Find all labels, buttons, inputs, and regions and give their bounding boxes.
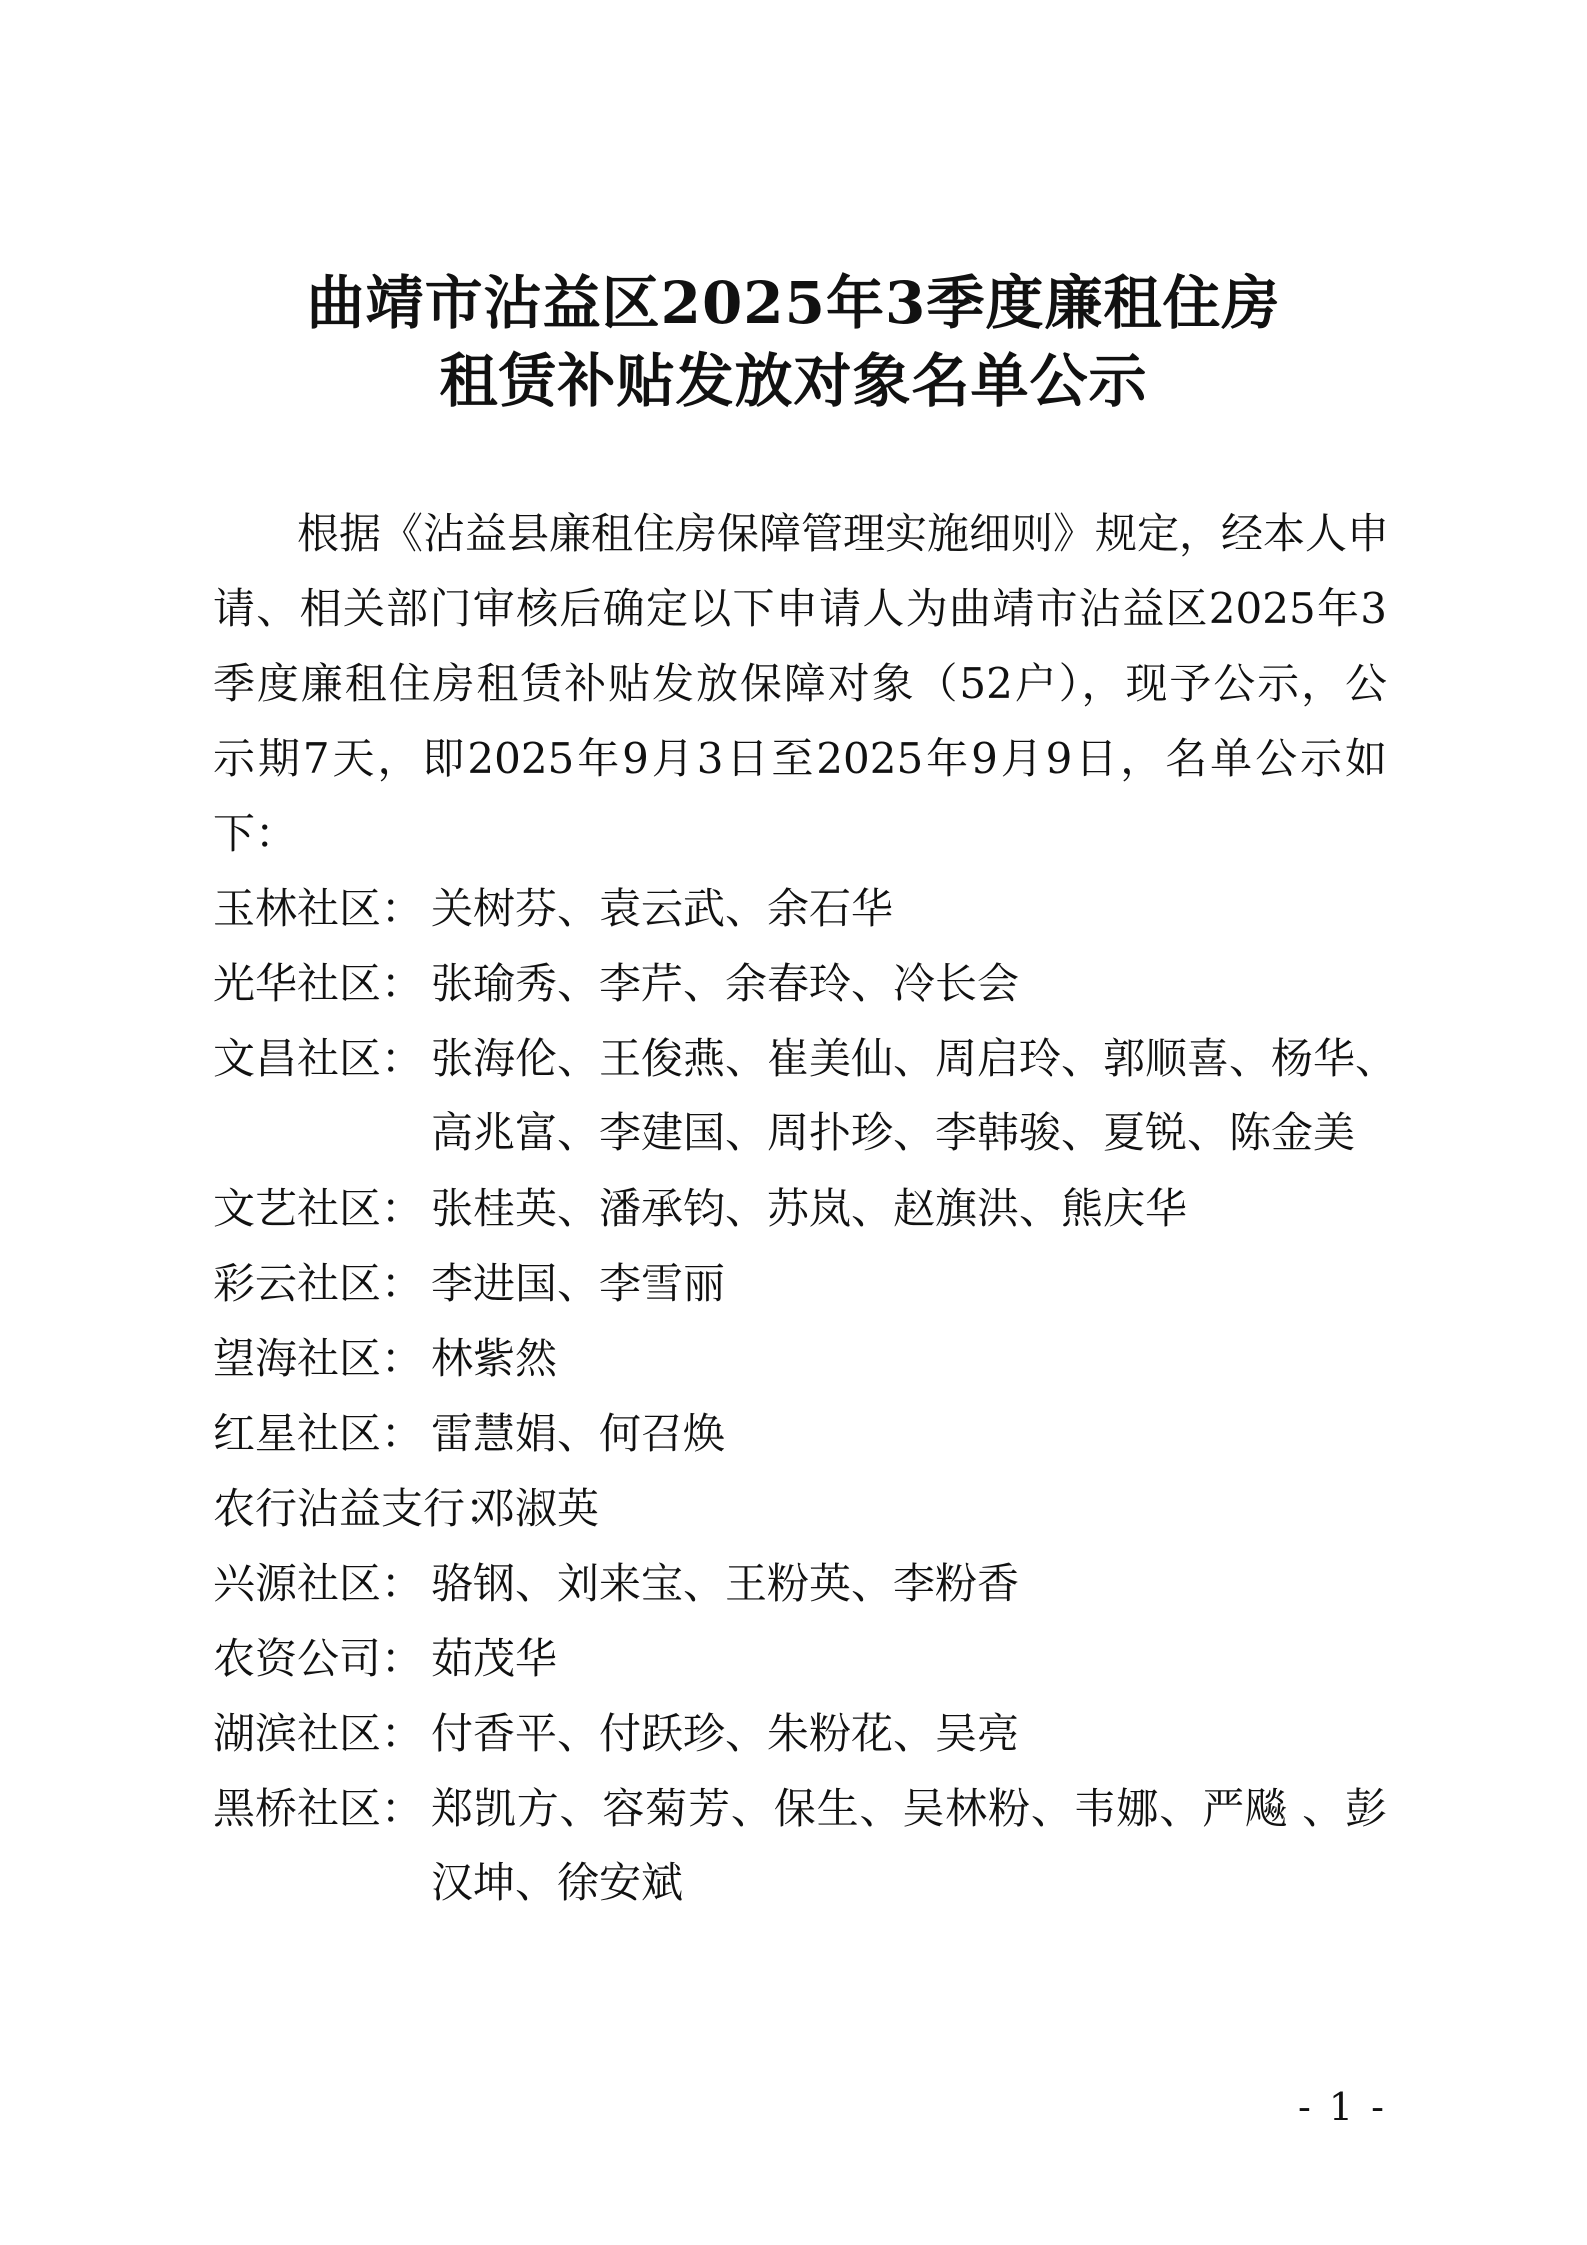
intro-line-5: 下：: [213, 809, 298, 858]
community-label: 光华社区：: [213, 959, 424, 1008]
community-label: 文昌社区：: [213, 1034, 424, 1083]
recipient-names: 张瑜秀、李芹、余春玲、冷长会: [431, 959, 1020, 1008]
community-label: 彩云社区：: [213, 1259, 424, 1308]
recipient-names: 林紫然: [431, 1334, 558, 1383]
recipient-names: 关树芬、袁云武、余石华: [431, 884, 894, 933]
recipient-names: 郑凯方、容菊芳、保生、吴林粉、韦娜、严飚 、彭: [431, 1784, 1387, 1833]
document-title-line-1: 曲靖市沾益区2025年3季度廉租住房: [306, 269, 1281, 337]
intro-line-3: 季度廉租住房租赁补贴发放保障对象（52户），现予公示，公: [213, 659, 1387, 708]
recipient-names: 骆钢、刘来宝、王粉英、李粉香: [431, 1559, 1020, 1608]
community-label: 玉林社区：: [213, 884, 424, 933]
community-label: 农行沾益支行：: [213, 1484, 508, 1533]
recipient-names-continued: 高兆富、李建国、周扑珍、李韩骏、夏锐、陈金美: [431, 1108, 1356, 1157]
document-title-line-2: 租赁补贴发放对象名单公示: [439, 347, 1148, 415]
recipient-names: 邓淑英: [473, 1484, 600, 1533]
community-label: 黑桥社区：: [213, 1784, 424, 1833]
community-label: 湖滨社区：: [213, 1709, 424, 1758]
intro-line-2: 请、相关部门审核后确定以下申请人为曲靖市沾益区2025年3: [213, 584, 1387, 633]
recipient-names: 茹茂华: [431, 1634, 558, 1683]
recipient-names: 张海伦、王俊燕、崔美仙、周启玲、郭顺喜、杨华、: [431, 1034, 1398, 1083]
community-label: 兴源社区：: [213, 1559, 424, 1608]
community-label: 红星社区：: [213, 1409, 424, 1458]
recipient-names: 张桂英、潘承钧、苏岚、赵旗洪、熊庆华: [431, 1184, 1188, 1233]
recipient-names: 李进国、李雪丽: [431, 1259, 726, 1308]
community-label: 望海社区：: [213, 1334, 424, 1383]
entry-heiqiao: [213, 1784, 1387, 1918]
intro-line-4: 示期7天，即2025年9月3日至2025年9月9日，名单公示如: [213, 734, 1387, 783]
entry-wenchang: [213, 1034, 1398, 1168]
recipient-names-continued: 汉坤、徐安斌: [431, 1858, 684, 1907]
intro-line-1: 根据《沾益县廉租住房保障管理实施细则》规定，经本人申: [297, 509, 1390, 558]
recipient-names: 付香平、付跃珍、朱粉花、吴亮: [431, 1709, 1020, 1758]
page-number: - 1 -: [1297, 2085, 1387, 2129]
recipient-names: 雷慧娟、何召焕: [431, 1409, 726, 1458]
community-label: 农资公司：: [213, 1634, 424, 1683]
community-label: 文艺社区：: [213, 1184, 424, 1233]
